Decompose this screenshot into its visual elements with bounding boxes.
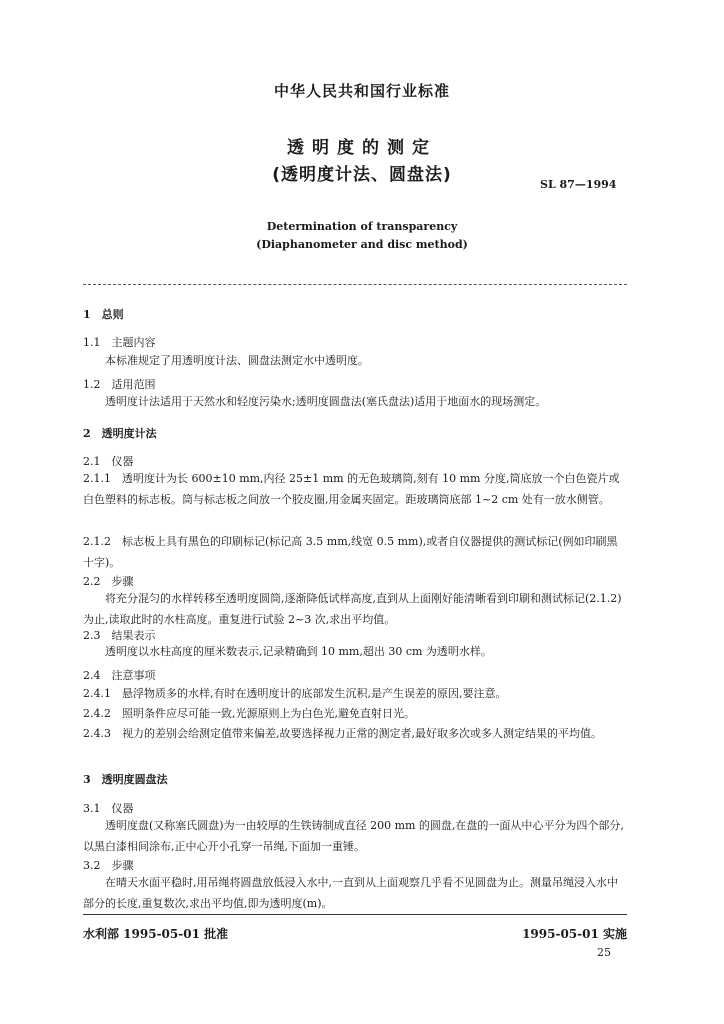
section-3-1-heading: 3.1 仪器	[83, 802, 134, 815]
section-2-4-1-text: 2.4.1 悬浮物质多的水样,有时在透明度计的底部发生沉积,是产生误差的原因,要注意。	[83, 687, 507, 700]
section-2-3-text: 透明度以水柱高度的厘米数表示,记录精确到 10 mm,超出 30 cm 为透明水样。	[105, 645, 492, 658]
approval-note: 水利部 1995-05-01 批准	[83, 927, 229, 941]
section-1-heading: 1 总则	[83, 308, 124, 321]
section-2-1-heading: 2.1 仪器	[83, 455, 134, 468]
footer-divider	[83, 914, 627, 915]
document-title: 透明度的测定	[287, 138, 437, 158]
section-3-1-text: 透明度盘(又称塞氏圆盘)为一由较厚的生铁铸制成直径 200 mm 的圆盘,在盘的一面从中心平分为四个部分,以黑白漆相间涂布,正中心开小孔穿一吊绳,下面加一重锤。	[83, 819, 624, 853]
section-2-2-heading: 2.2 步骤	[83, 575, 134, 588]
section-1-2-text: 透明度计法适用于天然水和轻度污染水;透明度圆盘法(塞氏盘法)适用于地面水的现场测定。	[105, 395, 547, 408]
section-1-2-heading: 1.2 适用范围	[83, 378, 156, 391]
issuing-organization: 中华人民共和国行业标准	[273, 82, 450, 100]
section-1-1-text: 本标准规定了用透明度计法、圆盘法测定水中透明度。	[105, 354, 369, 367]
section-2-1-2-text: 2.1.2 标志板上具有黑色的印刷标记(标记高 3.5 mm,线宽 0.5 mm),或者自仪器提供的测试标记(例如印刷黑十字)。	[83, 535, 618, 569]
section-3-heading: 3 透明度圆盘法	[83, 773, 168, 786]
section-2-1-1-text: 2.1.1 透明度计为长 600±10 mm,内径 25±1 mm 的无色玻璃筒,刻有 10 mm 分度,筒底放一个白色瓷片或白色塑料的标志板。筒与标志板之间放一个胶皮圈,用金属夹固定。距玻璃筒底部 1~2 cm 处有一放水侧管。	[83, 472, 620, 506]
document-subtitle: (透明度计法、圆盘法)	[272, 165, 452, 185]
section-2-3-heading: 2.3 结果表示	[83, 629, 156, 642]
implementation-date: 1995-05-01 实施	[522, 927, 627, 941]
section-3-2-text: 在晴天水面平稳时,用吊绳将圆盘放低浸入水中,一直到从上面观察几乎看不见圆盘为止。测量吊绳浸入水中部分的长度,重复数次,求出平均值,即为透明度(m)。	[83, 876, 618, 910]
section-2-2-text: 将充分混匀的水样转移至透明度圆筒,逐渐降低试样高度,直到从上面刚好能清晰看到印刷和测试标记(2.1.2)为止,读取此时的水柱高度。重复进行试验 2~3 次,求出平均值。	[83, 592, 622, 626]
section-1-1-heading: 1.1 主题内容	[83, 336, 156, 349]
section-2-4-3-text: 2.4.3 视力的差别会给测定值带来偏差,故要选择视力正常的测定者,最好取多次或多人测定结果的平均值。	[83, 727, 602, 740]
section-3-2-heading: 3.2 步骤	[83, 859, 134, 872]
english-subtitle: (Diaphanometer and disc method)	[256, 238, 468, 251]
standard-code: SL 87—1994	[540, 178, 617, 191]
section-2-4-2-text: 2.4.2 照明条件应尽可能一致,光源原则上为白色光,避免直射日光。	[83, 707, 415, 720]
section-2-heading: 2 透明度计法	[83, 427, 157, 440]
page-number: 25	[597, 946, 611, 959]
english-title: Determination of transparency	[266, 220, 458, 233]
header-divider	[83, 284, 627, 285]
section-2-4-heading: 2.4 注意事项	[83, 669, 156, 682]
